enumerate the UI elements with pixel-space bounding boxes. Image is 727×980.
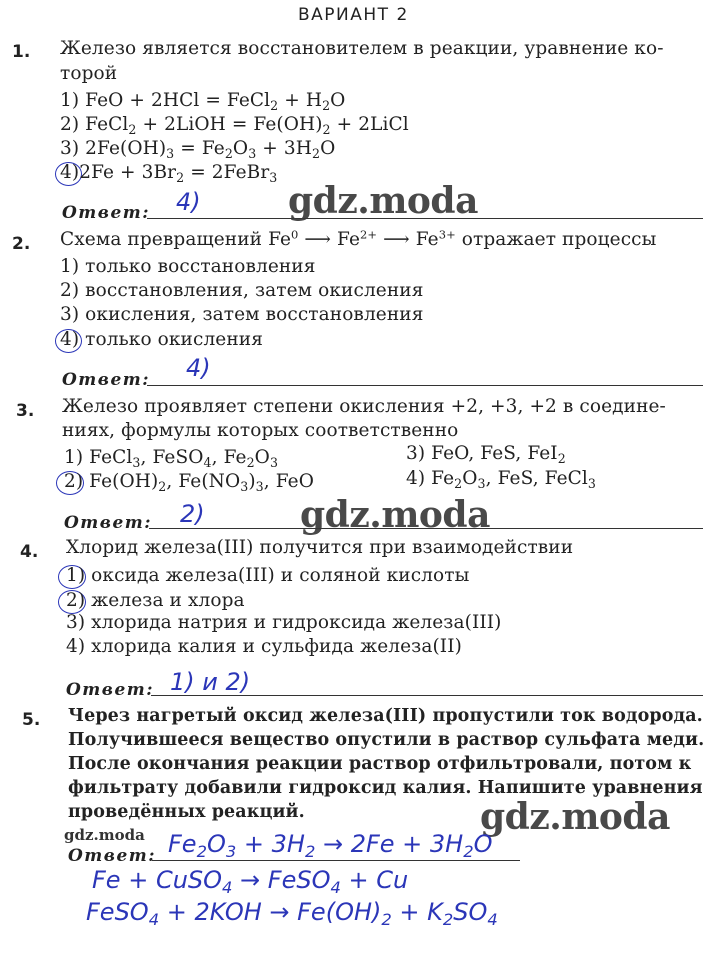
answer-label: Ответ:: [66, 680, 155, 700]
option-4: 4) только окисления: [60, 329, 263, 350]
watermark-small: gdz.moda: [64, 826, 145, 844]
option-2: 2) FeCl$_2$ + 2LiOH = $Fe(OH)_2$ + 2LiCl: [60, 114, 409, 137]
option-4: 4) хлорида калия и сульфида железа(II): [66, 636, 462, 657]
handwritten-answer: 4): [186, 354, 211, 382]
question-text: Хлорид железа(III) получится при взаимодействии: [66, 537, 574, 558]
page-title: ВАРИАНТ 2: [298, 5, 409, 25]
option-1: 1) FeO + 2HCl = FeCl$_2$ + $H_2O$: [60, 90, 346, 113]
option-3: 3) FeO, FeS, FeI$_2$: [406, 443, 566, 466]
option-1: 1) FeCl$_3$, FeSO$_4$, $Fe_2O_3$: [64, 447, 279, 470]
question-text: ниях, формулы которых соответственно: [62, 420, 459, 441]
answer-label: Ответ:: [68, 846, 157, 866]
question-number: 2.: [12, 234, 31, 254]
option-2: 2) восстановления, затем окисления: [60, 280, 424, 301]
question-text: торой: [60, 63, 118, 84]
handwritten-answer: 2): [180, 500, 205, 528]
question-text: Железо проявляет степени окисления +2, +3, +2 в соедине-: [62, 396, 666, 417]
option-1: 1) оксида железа(III) и соляной кислоты: [66, 565, 470, 586]
option-2: 2) железа и хлора: [66, 590, 245, 611]
question-text: Получившееся вещество опустили в раствор сульфата меди.: [68, 730, 705, 750]
question-text: Через нагретый оксид железа(III) пропустили ток водорода.: [68, 706, 703, 726]
answer-line: [147, 385, 703, 386]
question-text: проведённых реакций.: [68, 802, 305, 822]
option-4: 4) $Fe_2O_3$, FeS, FeCl$_3$: [406, 468, 597, 491]
question-text: После окончания реакции раствор отфильтровали, потом к: [68, 754, 692, 774]
question-number: 5.: [22, 710, 41, 730]
handwritten-equation-3: FeSO$_4$ + $2KOH \to Fe(OH)_2 + K_2SO_4$: [86, 898, 498, 929]
watermark: gdz.moda: [288, 180, 478, 222]
answer-label: Ответ:: [62, 370, 151, 390]
watermark: gdz.moda: [480, 796, 670, 838]
question-number: 3.: [16, 401, 35, 421]
option-3: 3) хлорида натрия и гидроксида железа(III): [66, 612, 502, 633]
handwritten-answer: 4): [176, 188, 201, 216]
option-4: $4)2Fe + 3Br_2$ = 2FeBr$_3$: [60, 162, 278, 185]
question-text: фильтрату добавили гидроксид калия. Напишите уравнения: [68, 778, 703, 798]
question-number: 4.: [20, 542, 39, 562]
handwritten-answer: 1) и 2): [170, 668, 251, 696]
option-2: 2) $Fe(OH)_2$, $Fe(NO_3)_3$, FeO: [64, 471, 314, 494]
question-number: 1.: [12, 42, 31, 62]
handwritten-equation-2: Fe + CuSO$_4$ → FeSO$_4$ + Cu: [92, 866, 409, 897]
question-text: Схема превращений Fe$^0$ ⟶ $Fe^{2+}$ ⟶ $Fe^{3+}$ отражает процессы: [60, 227, 657, 250]
watermark: gdz.moda: [300, 494, 490, 536]
handwritten-equation-1: $Fe_2O_3 + 3H_2 \to 2Fe + 3H_2O$: [168, 830, 493, 861]
option-1: 1) только восстановления: [60, 256, 316, 277]
question-text: Железо является восстановителем в реакции, уравнение ко-: [60, 38, 664, 59]
answer-label: Ответ:: [62, 203, 151, 223]
option-3: 3) $2Fe(OH)_3 = Fe_2O_3 + 3H_2O$: [60, 138, 336, 161]
option-3: 3) окисления, затем восстановления: [60, 304, 424, 325]
answer-label: Ответ:: [64, 513, 153, 533]
